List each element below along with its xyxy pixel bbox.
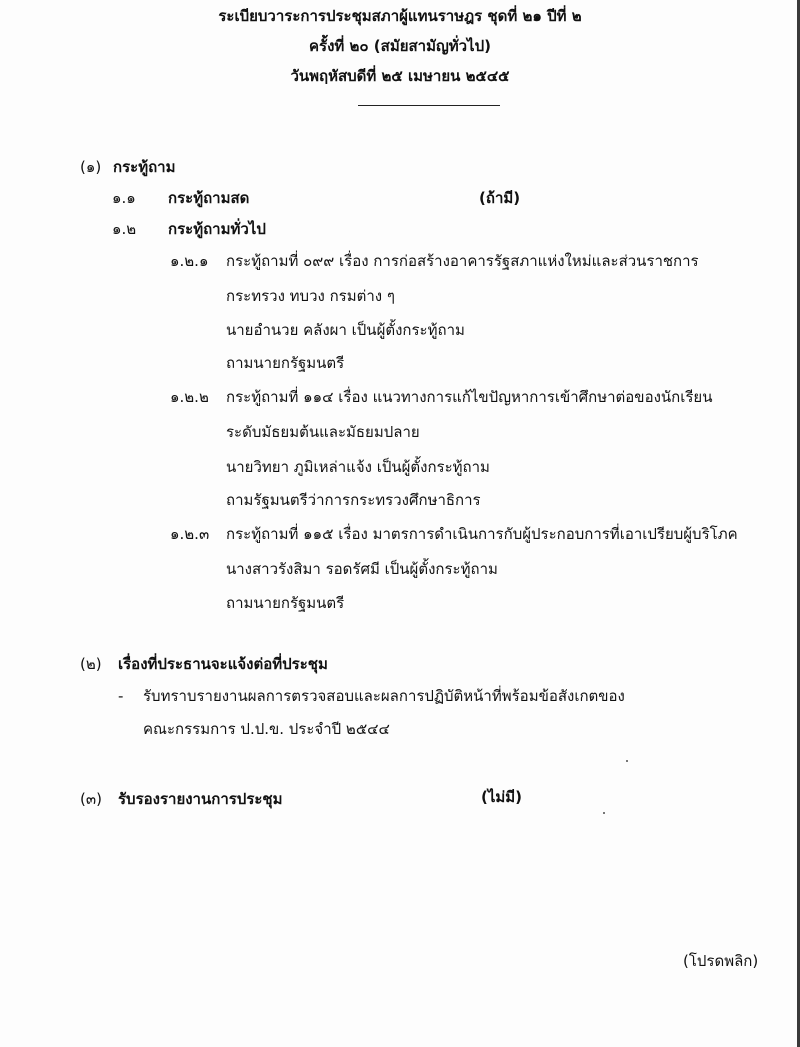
item-1-2-3-addressee: ถามนายกรัฐมนตรี — [226, 594, 345, 612]
sub2-title: กระทู้ถามทั่วไป — [168, 220, 266, 238]
header-session: ครั้งที่ ๒๐ (สมัยสามัญทั่วไป) — [309, 37, 491, 55]
item-1-2-1-subject: กระทู้ถามที่ ๐๙๙ เรื่อง การก่อสร้างอาคารรัฐสภาแห่งใหม่และส่วนราชการ — [226, 252, 699, 270]
section2-item-text: รับทราบรายงานผลการตรวจสอบและผลการปฏิบัติหน้าที่พร้อมข้อสังเกตของ — [143, 687, 625, 705]
header-underline — [358, 105, 500, 106]
item-1-2-1-subject-cont: กระทรวง ทบวง กรมต่าง ๆ — [226, 287, 395, 305]
item-1-2-1-asker: นายอำนวย คลังผา เป็นผู้ตั้งกระทู้ถาม — [226, 321, 465, 339]
section3-note: (ไม่มี) — [481, 788, 523, 806]
sub1-title: กระทู้ถามสด — [168, 189, 250, 207]
sub2-number: ๑.๒ — [112, 220, 137, 238]
section1-title: กระทู้ถาม — [113, 158, 176, 176]
item-1-2-2-subject: กระทู้ถามที่ ๑๑๔ เรื่อง แนวทางการแก้ไขปัญหาการเข้าศึกษาต่อของนักเรียน — [226, 388, 713, 406]
item-1-2-2-subject-cont: ระดับมัธยมต้นและมัธยมปลาย — [226, 423, 420, 441]
section2-bullet: - — [118, 687, 124, 705]
item-1-2-2-addressee: ถามรัฐมนตรีว่าการกระทรวงศึกษาธิการ — [226, 491, 481, 509]
header-title: ระเบียบวาระการประชุมสภาผู้แทนราษฎร ชุดที่ ๒๑ ปีที่ ๒ — [218, 7, 582, 25]
item-1-2-1-addressee: ถามนายกรัฐมนตรี — [226, 354, 345, 372]
item-1-2-2-number: ๑.๒.๒ — [170, 388, 209, 406]
section2-number: (๒) — [80, 655, 102, 673]
please-turn-over-note: (โปรดพลิก) — [683, 952, 759, 970]
item-1-2-2-asker: นายวิทยา ภูมิเหล่าแจ้ง เป็นผู้ตั้งกระทู้ถาม — [226, 458, 490, 476]
item-1-2-3-number: ๑.๒.๓ — [170, 525, 210, 543]
section3-title: รับรองรายงานการประชุม — [118, 790, 283, 808]
section2-item-text-cont: คณะกรรมการ ป.ป.ข. ประจำปี ๒๕๔๔ — [143, 720, 390, 738]
section2-title: เรื่องที่ประธานจะแจ้งต่อที่ประชุม — [118, 655, 328, 673]
scan-speck — [603, 812, 605, 814]
header-date: วันพฤหัสบดีที่ ๒๕ เมษายน ๒๕๔๕ — [290, 67, 510, 85]
item-1-2-3-asker: นางสาวรังสิมา รอดรัศมี เป็นผู้ตั้งกระทู้ถาม — [226, 560, 498, 578]
sub1-number: ๑.๑ — [112, 189, 136, 207]
sub1-note: (ถ้ามี) — [479, 189, 521, 207]
item-1-2-1-number: ๑.๒.๑ — [170, 252, 209, 270]
section1-number: (๑) — [80, 158, 102, 176]
item-1-2-3-subject: กระทู้ถามที่ ๑๑๕ เรื่อง มาตรการดำเนินการกับผู้ประกอบการที่เอาเปรียบผู้บริโภค — [226, 525, 738, 543]
scan-speck — [626, 760, 628, 762]
section3-number: (๓) — [80, 790, 102, 808]
